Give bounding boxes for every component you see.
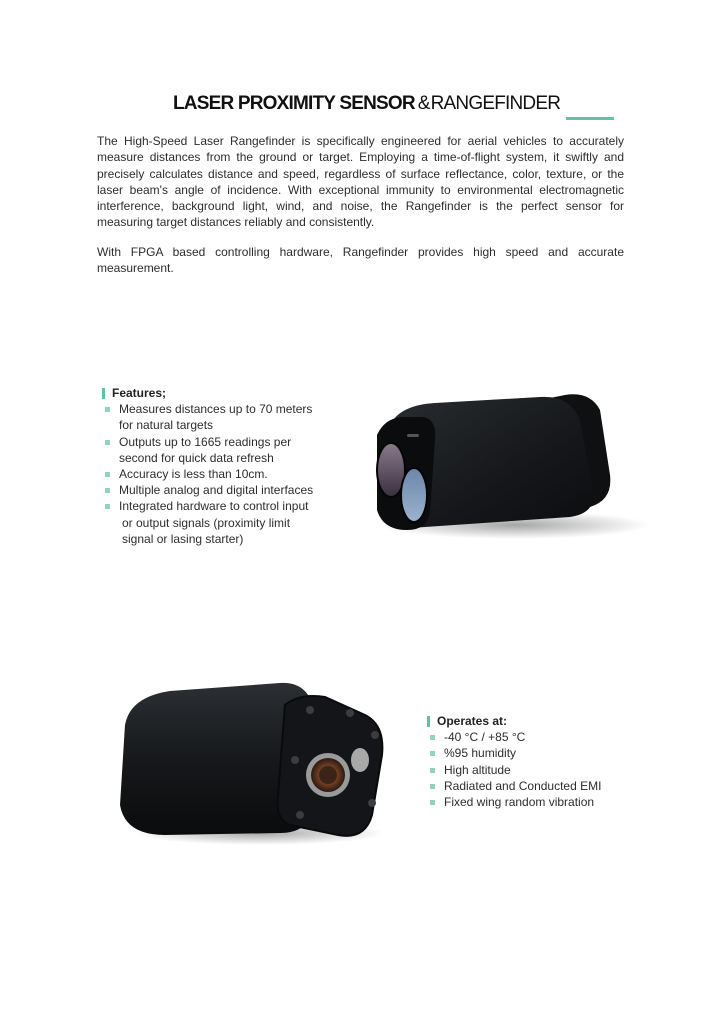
list-item: [102, 466, 352, 482]
bullet-icon: [105, 488, 110, 493]
heading-accent-bar: [102, 388, 105, 399]
list-item: [102, 401, 352, 433]
screw-icon: [296, 811, 304, 819]
operating-condition: Fixed wing random vibration: [444, 795, 595, 810]
operates-list: [427, 729, 647, 810]
list-item: [427, 794, 647, 810]
intro-paragraph-2: With FPGA based controlling hardware, Rangefinder provides high speed and accurate measurement.: [97, 245, 624, 276]
bullet-icon: [430, 751, 435, 756]
bullet-icon: [105, 504, 110, 509]
screw-icon: [371, 731, 379, 739]
indicator-slot: [407, 434, 419, 437]
feature-text: Accuracy is less than 10cm.: [119, 467, 268, 482]
list-item: [427, 745, 647, 761]
feature-text: Integrated hardware to control input: [119, 499, 309, 514]
feature-text-cont: second for quick data refresh: [119, 450, 274, 465]
heading-accent-bar: [427, 716, 430, 727]
screw-icon: [346, 709, 354, 717]
bullet-icon: [105, 407, 110, 412]
rangefinder-front-image: [365, 385, 655, 545]
list-item: [102, 434, 352, 466]
feature-text: Outputs up to 1665 readings per: [119, 434, 292, 449]
bullet-icon: [430, 800, 435, 805]
list-item: [102, 498, 352, 547]
feature-text-cont: signal or lasing starter): [122, 531, 244, 546]
bullet-icon: [105, 440, 110, 445]
emitter-lens-icon: [401, 468, 427, 522]
features-heading-text: Features;: [112, 386, 167, 400]
title-part2: RANGEFINDER: [430, 93, 561, 114]
list-item: [427, 762, 647, 778]
feature-text-cont: or output signals (proximity limit: [122, 515, 291, 530]
title-accent-underline: [566, 117, 614, 120]
operating-condition: Radiated and Conducted EMI: [444, 778, 602, 793]
intro-paragraph-1: The High-Speed Laser Rangefinder is specifically engineered for aerial vehicles to accurately measure distances from the ground or target. Employing a time-of-flight system, it swiftly and precisely calculates distance and speed, regardless of surface reflectance, color, texture, or the laser beam's angle of incidence. With exceptional immunity to environmental electromagnetic interference, background light, wind, and noise, the Rangefinder is the perfect sensor for measuring target distances reliably and consistently.: [97, 134, 624, 230]
features-list: [102, 401, 352, 547]
operating-condition: -40 °C / +85 °C: [444, 730, 526, 745]
features-section: [102, 385, 352, 547]
rangefinder-rear-image: [110, 675, 400, 850]
screw-icon: [291, 756, 299, 764]
operating-condition: High altitude: [444, 762, 511, 777]
title-ampersand: &: [417, 93, 430, 114]
connector-pins: [319, 766, 337, 784]
feature-text-cont: for natural targets: [119, 418, 214, 433]
operating-condition: %95 humidity: [444, 746, 517, 761]
screw-icon: [306, 706, 314, 714]
operates-heading: [427, 713, 647, 729]
feature-text: Multiple analog and digital interfaces: [119, 483, 314, 498]
bullet-icon: [430, 784, 435, 789]
vent-plug-icon: [351, 748, 369, 772]
list-item: [427, 729, 647, 745]
bullet-icon: [105, 472, 110, 477]
page-title: [173, 92, 560, 116]
operates-section: [427, 713, 647, 810]
list-item: [102, 482, 352, 498]
bullet-icon: [430, 735, 435, 740]
feature-text: Measures distances up to 70 meters: [119, 402, 313, 417]
operates-heading-text: Operates at:: [437, 714, 508, 728]
bullet-icon: [430, 768, 435, 773]
features-heading: [102, 385, 352, 401]
title-part1: LASER PROXIMITY SENSOR: [173, 93, 415, 114]
list-item: [427, 778, 647, 794]
screw-icon: [368, 799, 376, 807]
